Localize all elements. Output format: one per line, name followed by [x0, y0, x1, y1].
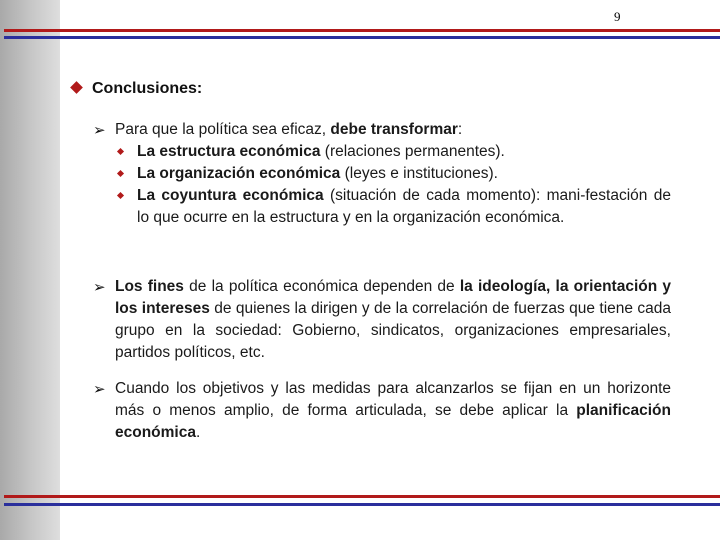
subitem-3-bold: La coyuntura económica: [137, 187, 324, 204]
page-number: 9: [614, 9, 621, 24]
slide-heading: [70, 80, 202, 98]
subitem-2-text: (leyes e instituciones).: [340, 165, 498, 182]
subitem-3-text: (situación de cada momento): mani-festación de lo que ocurre en la estructura y en la organización económica.: [137, 187, 671, 226]
arrow-icon: ➢: [93, 278, 106, 296]
diamond-icon: [70, 81, 83, 94]
small-diamond-icon: [117, 148, 124, 155]
point-1-end: :: [457, 121, 463, 138]
subitem-2: [115, 163, 671, 185]
top-red-rule: [4, 29, 720, 32]
subitem-1: [115, 141, 671, 163]
point-3: [93, 378, 671, 444]
point-1-text: Para que la política sea eficaz,: [115, 121, 331, 138]
small-diamond-icon: [117, 192, 124, 199]
point-2-bold-1: Los fines: [115, 278, 184, 295]
point-3-bold: planificación económica: [115, 402, 671, 441]
point-2: [93, 276, 671, 364]
point-3-text-2: .: [195, 424, 201, 441]
subitem-1-bold: La estructura económica: [137, 143, 321, 160]
small-diamond-icon: [117, 170, 124, 177]
point-3-text: [93, 378, 671, 444]
point-1-bold: debe transformar: [330, 121, 458, 138]
point-2-text: [93, 276, 671, 364]
point-2-bold-2: la ideología, la orientación y los intereses: [115, 278, 671, 317]
point-2-text-2: de quienes la dirigen y de la correlación de fuerzas que tiene cada grupo en la sociedad: Gobierno, sindicatos, organizaciones empresariales, partidos políticos, etc.: [115, 300, 671, 361]
heading-text: Conclusiones:: [92, 80, 203, 97]
bottom-blue-rule: [4, 503, 720, 506]
arrow-icon: ➢: [93, 121, 106, 139]
left-sidebar-band: [0, 0, 60, 540]
subitem-3: [115, 185, 671, 229]
subitem-1-text: (relaciones permanentes).: [320, 143, 505, 160]
point-3-text-1: Cuando los objetivos y las medidas para alcanzarlos se fijan en un horizonte más o menos amplio, de forma articulada, se debe aplicar la: [115, 380, 671, 419]
subitem-2-bold: La organización económica: [137, 165, 341, 182]
point-1-intro: [93, 119, 671, 141]
point-2-text-1: de la política económica dependen de: [183, 278, 460, 295]
bottom-red-rule: [4, 495, 720, 498]
point-1: [93, 119, 671, 229]
top-blue-rule: [4, 36, 720, 39]
arrow-icon: ➢: [93, 380, 106, 398]
